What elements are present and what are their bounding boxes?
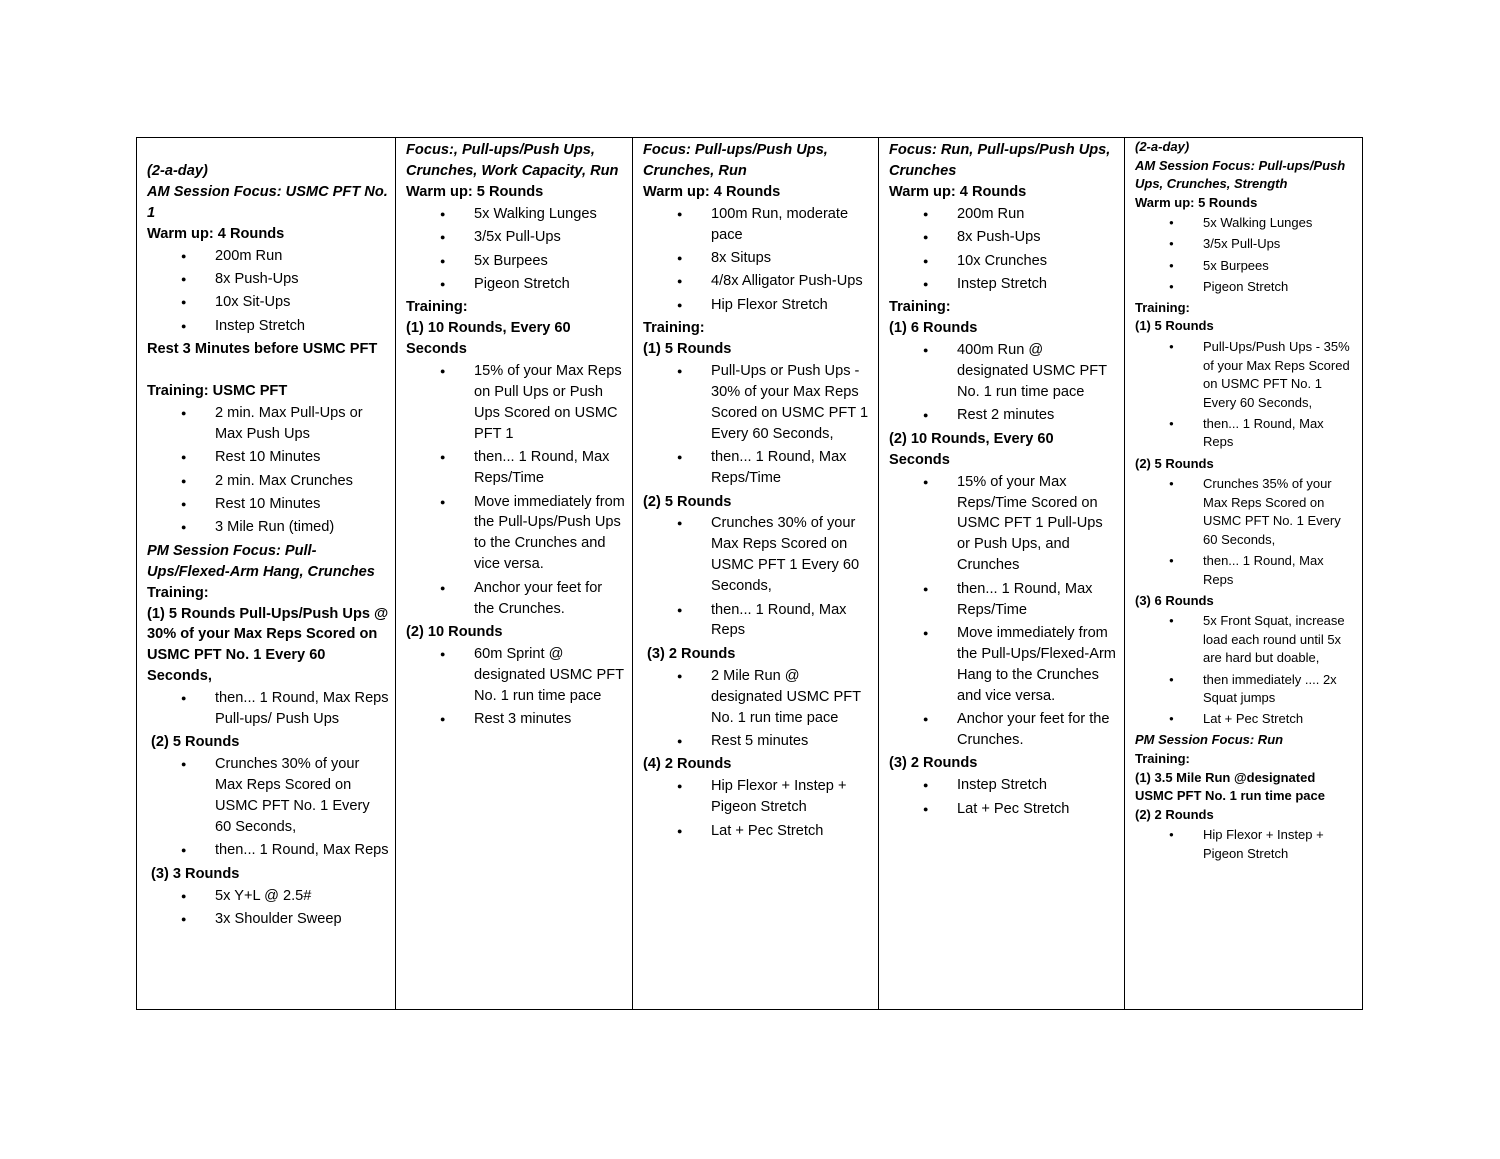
- exercise-list: [1135, 214, 1356, 296]
- session-focus-heading: Focus:, Pull-ups/Push Ups, Crunches, Work Capacity, Run: [406, 142, 619, 179]
- exercise-item: ● Hip Flexor Stretch: [643, 295, 872, 316]
- exercise-item: ● 4/8x Alligator Push-Ups: [643, 271, 872, 292]
- exercise-item: ● then immediately .... 2x Squat jumps: [1135, 671, 1356, 708]
- exercise-item: ● then... 1 Round, Max Reps: [643, 600, 872, 642]
- section-heading: Training:: [147, 584, 209, 601]
- exercise-item: ● 10x Crunches: [889, 251, 1118, 272]
- day-column-4: [879, 138, 1125, 1010]
- exercise-item: ● 400m Run @ designated USMC PFT No. 1 run time pace: [889, 340, 1118, 403]
- exercise-item: ● then... 1 Round, Max Reps/Time: [643, 447, 872, 489]
- exercise-list: [889, 472, 1118, 751]
- exercise-list: [406, 204, 626, 295]
- exercise-item: ● Pigeon Stretch: [406, 274, 626, 295]
- exercise-item: ● Rest 3 minutes: [406, 709, 626, 730]
- session-focus-heading: (2-a-day): [1135, 139, 1190, 154]
- exercise-item: ● then... 1 Round, Max Reps/Time: [889, 579, 1118, 621]
- section-heading: Rest 3 Minutes before USMC PFT: [147, 341, 378, 358]
- exercise-item: ● 5x Walking Lunges: [1135, 214, 1356, 233]
- exercise-item: ● Move immediately from the Pull-Ups/Flexed-Arm Hang to the Crunches and vice versa.: [889, 623, 1118, 707]
- exercise-item: ● 8x Push-Ups: [147, 269, 389, 290]
- section-heading: Training:: [1135, 299, 1190, 315]
- exercise-list: [643, 666, 872, 752]
- section-heading: Training:: [889, 299, 951, 316]
- exercise-list: [889, 775, 1118, 819]
- exercise-list: [643, 513, 872, 641]
- section-heading: Warm up: 5 Rounds: [1135, 194, 1258, 210]
- exercise-item: ● then... 1 Round, Max Reps: [1135, 552, 1356, 589]
- exercise-item: ● Crunches 30% of your Max Reps Scored on USMC PFT No. 1 Every 60 Seconds,: [147, 754, 389, 838]
- exercise-list: [147, 688, 389, 730]
- exercise-list: [643, 361, 872, 489]
- exercise-item: ● Rest 10 Minutes: [147, 494, 389, 515]
- exercise-item: ● Pull-Ups or Push Ups - 30% of your Max Reps Scored on USMC PFT 1 Every 60 Seconds,: [643, 361, 872, 445]
- session-focus-heading: AM Session Focus: USMC PFT No. 1: [147, 183, 388, 221]
- section-heading: (1) 5 Rounds: [1135, 318, 1214, 334]
- section-heading: (1) 6 Rounds: [889, 320, 978, 337]
- exercise-item: ● 2 min. Max Pull-Ups or Max Push Ups: [147, 403, 389, 445]
- session-focus-heading: Focus: Run, Pull-ups/Push Ups, Crunches: [889, 142, 1111, 179]
- blank-line: [147, 360, 389, 381]
- exercise-item: ● Pull-Ups/Push Ups - 35% of your Max Reps Scored on USMC PFT No. 1 Every 60 Seconds,: [1135, 338, 1356, 412]
- section-heading: (3) 3 Rounds: [151, 865, 240, 882]
- section-heading: Training:: [643, 320, 705, 337]
- exercise-item: ● then... 1 Round, Max Reps: [1135, 415, 1356, 452]
- exercise-item: ● 2 min. Max Crunches: [147, 471, 389, 492]
- exercise-item: ● Instep Stretch: [889, 274, 1118, 295]
- section-heading: Training:: [1135, 750, 1190, 766]
- exercise-item: ● 60m Sprint @ designated USMC PFT No. 1 run time pace: [406, 644, 626, 707]
- exercise-item: ● Rest 5 minutes: [643, 731, 872, 752]
- section-heading: (1) 3.5 Mile Run @designated USMC PFT No. 1 run time pace: [1135, 769, 1325, 804]
- section-heading: (2) 5 Rounds: [1135, 455, 1214, 471]
- section-heading: (2) 5 Rounds: [151, 734, 240, 751]
- section-heading: Warm up: 4 Rounds: [889, 183, 1027, 200]
- section-heading: (2) 5 Rounds: [643, 493, 732, 510]
- exercise-item: ● Crunches 30% of your Max Reps Scored on USMC PFT 1 Every 60 Seconds,: [643, 513, 872, 597]
- exercise-item: ● 8x Push-Ups: [889, 227, 1118, 248]
- exercise-item: ● Instep Stretch: [147, 316, 389, 337]
- exercise-list: [406, 361, 626, 619]
- section-heading: (3) 2 Rounds: [889, 755, 978, 772]
- day-column-3: [633, 138, 879, 1010]
- exercise-list: [1135, 338, 1356, 452]
- exercise-list: [406, 644, 626, 730]
- schedule-row: [137, 138, 1363, 1010]
- exercise-list: [1135, 826, 1356, 863]
- workout-schedule-table: [136, 137, 1363, 1010]
- exercise-item: ● then... 1 Round, Max Reps Pull-ups/ Push Ups: [147, 688, 389, 730]
- session-focus-heading: AM Session Focus: Pull-ups/Push Ups, Crunches, Strength: [1135, 157, 1346, 192]
- day-column-1: [137, 138, 396, 1010]
- exercise-item: ● then... 1 Round, Max Reps/Time: [406, 447, 626, 489]
- section-heading: (1) 5 Rounds: [643, 341, 732, 358]
- section-heading: (2) 2 Rounds: [1135, 806, 1214, 822]
- section-heading: Warm up: 5 Rounds: [406, 183, 544, 200]
- section-heading: (4) 2 Rounds: [643, 756, 732, 773]
- exercise-item: ● 5x Walking Lunges: [406, 204, 626, 225]
- section-heading: (1) 10 Rounds, Every 60 Seconds: [406, 320, 571, 358]
- exercise-item: ● 2 Mile Run @ designated USMC PFT No. 1 run time pace: [643, 666, 872, 729]
- exercise-item: ● Hip Flexor + Instep + Pigeon Stretch: [643, 776, 872, 818]
- section-heading: (3) 6 Rounds: [1135, 592, 1214, 608]
- section-heading: (3) 2 Rounds: [647, 645, 736, 662]
- exercise-item: ● 8x Situps: [643, 248, 872, 269]
- section-heading: (1) 5 Rounds Pull-Ups/Push Ups @ 30% of your Max Reps Scored on USMC PFT No. 1 Every 60 Seconds,: [147, 605, 389, 685]
- session-focus-heading: PM Session Focus: Run: [1135, 732, 1284, 748]
- session-focus-heading: Focus: Pull-ups/Push Ups, Crunches, Run: [643, 142, 828, 179]
- exercise-item: ● 15% of your Max Reps/Time Scored on USMC PFT 1 Pull-Ups or Push Ups, and Crunches: [889, 472, 1118, 577]
- exercise-item: ● Instep Stretch: [889, 775, 1118, 796]
- exercise-list: [1135, 612, 1356, 729]
- exercise-list: [1135, 475, 1356, 589]
- exercise-item: ● 3 Mile Run (timed): [147, 517, 389, 538]
- day-column-5: [1125, 138, 1363, 1010]
- exercise-list: [147, 403, 389, 538]
- section-heading: Warm up: 4 Rounds: [643, 183, 781, 200]
- exercise-item: ● 5x Y+L @ 2.5#: [147, 886, 389, 907]
- exercise-item: ● 100m Run, moderate pace: [643, 204, 872, 246]
- exercise-item: ● 10x Sit-Ups: [147, 292, 389, 313]
- exercise-list: [889, 204, 1118, 295]
- exercise-item: ● Anchor your feet for the Crunches.: [889, 709, 1118, 751]
- exercise-item: ● 3x Shoulder Sweep: [147, 909, 389, 930]
- exercise-item: ● Rest 10 Minutes: [147, 447, 389, 468]
- section-heading: Training:: [406, 299, 468, 316]
- exercise-item: ● 15% of your Max Reps on Pull Ups or Push Ups Scored on USMC PFT 1: [406, 361, 626, 445]
- exercise-item: ● 5x Burpees: [1135, 257, 1356, 276]
- exercise-item: ● Lat + Pec Stretch: [889, 799, 1118, 820]
- session-focus-heading: PM Session Focus: Pull-Ups/Flexed-Arm Hang, Crunches: [147, 542, 375, 580]
- section-heading: (2) 10 Rounds: [406, 623, 503, 640]
- exercise-list: [889, 340, 1118, 426]
- exercise-item: ● Anchor your feet for the Crunches.: [406, 578, 626, 620]
- exercise-item: ● Crunches 35% of your Max Reps Scored on USMC PFT No. 1 Every 60 Seconds,: [1135, 475, 1356, 549]
- exercise-item: ● 3/5x Pull-Ups: [406, 227, 626, 248]
- exercise-item: ● 5x Burpees: [406, 251, 626, 272]
- exercise-list: [643, 776, 872, 841]
- day-column-2: [396, 138, 633, 1010]
- blank-line: [147, 140, 389, 161]
- exercise-item: ● 3/5x Pull-Ups: [1135, 235, 1356, 254]
- exercise-list: [147, 246, 389, 337]
- exercise-item: ● 200m Run: [889, 204, 1118, 225]
- section-heading: Training: USMC PFT: [147, 382, 288, 399]
- exercise-item: ● Lat + Pec Stretch: [643, 821, 872, 842]
- section-heading: Warm up: 4 Rounds: [147, 225, 285, 242]
- exercise-item: ● Pigeon Stretch: [1135, 278, 1356, 297]
- exercise-item: ● 200m Run: [147, 246, 389, 267]
- exercise-item: ● Rest 2 minutes: [889, 405, 1118, 426]
- exercise-list: [147, 754, 389, 861]
- exercise-item: ● Lat + Pec Stretch: [1135, 710, 1356, 729]
- exercise-item: ● then... 1 Round, Max Reps: [147, 840, 389, 861]
- exercise-list: [643, 204, 872, 316]
- exercise-item: ● Move immediately from the Pull-Ups/Push Ups to the Crunches and vice versa.: [406, 492, 626, 576]
- section-heading: (2) 10 Rounds, Every 60 Seconds: [889, 430, 1054, 468]
- session-focus-heading: (2-a-day): [147, 162, 208, 179]
- exercise-item: ● 5x Front Squat, increase load each round until 5x are hard but doable,: [1135, 612, 1356, 668]
- exercise-item: ● Hip Flexor + Instep + Pigeon Stretch: [1135, 826, 1356, 863]
- exercise-list: [147, 886, 389, 930]
